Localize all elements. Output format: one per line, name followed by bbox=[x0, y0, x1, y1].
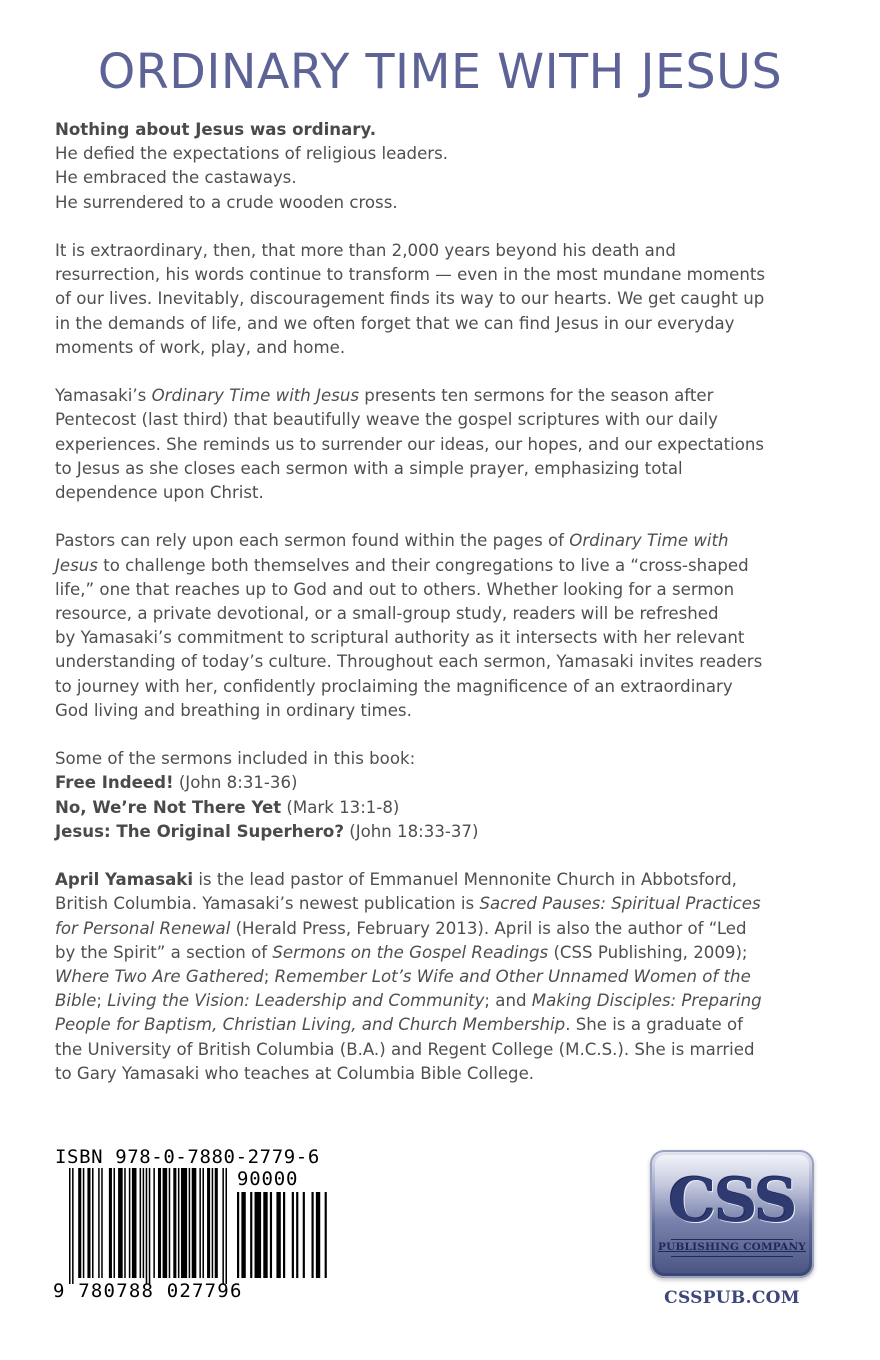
logo-letters: CSS bbox=[668, 1166, 796, 1236]
text-line: God living and breathing in ordinary times. bbox=[55, 700, 412, 720]
book-title: ORDINARY TIME WITH JESUS bbox=[97, 44, 783, 100]
text-line: resource, a private devotional, or a small-group study, readers will be refreshed bbox=[55, 604, 719, 624]
logo-subtitle: PUBLISHING COMPANY bbox=[658, 1241, 806, 1253]
paragraph-extraordinary bbox=[55, 239, 835, 360]
author-bio bbox=[55, 868, 835, 1086]
text-line: Yamasaki’s Ordinary Time with Jesus presents ten sermons for the season after bbox=[55, 386, 714, 406]
ean-barcode-bars bbox=[69, 1168, 227, 1284]
author-name: April Yamasaki bbox=[55, 870, 194, 890]
sermon-item: Free Indeed! (John 8:31-36) bbox=[55, 773, 298, 793]
price-addon-number: 90000 bbox=[237, 1168, 299, 1190]
intro-line: He surrendered to a crude wooden cross. bbox=[55, 192, 398, 212]
sermon-item: Jesus: The Original Superhero? (John 18:33-37) bbox=[55, 821, 479, 841]
back-cover-text bbox=[55, 118, 835, 1110]
css-publishing-logo bbox=[650, 1150, 814, 1278]
text-line: Pastors can rely upon each sermon found within the pages of Ordinary Time with bbox=[55, 531, 729, 551]
publisher-url: CSSPUB.COM bbox=[664, 1288, 800, 1308]
sermon-list-intro: Some of the sermons included in this book: bbox=[55, 749, 416, 769]
text-line: to journey with her, confidently proclaiming the magnificence of an extraordinary bbox=[55, 676, 733, 696]
text-line: Bible; Living the Vision: Leadership and Community; and Making Disciples: Preparing bbox=[55, 991, 762, 1011]
text-line: life,” one that reaches up to God and out to others. Whether looking for a sermon bbox=[55, 579, 735, 599]
text-line: dependence upon Christ. bbox=[55, 483, 264, 503]
paragraph-description bbox=[55, 384, 835, 505]
isbn-number: ISBN 978-0-7880-2779-6 bbox=[55, 1146, 320, 1168]
text-line: Where Two Are Gathered; Remember Lot’s Wife and Other Unnamed Women of the bbox=[55, 967, 751, 987]
addon-barcode-bars bbox=[237, 1192, 329, 1284]
text-line: by Yamasaki’s commitment to scriptural authority as it intersects with her relevant bbox=[55, 628, 745, 648]
sermon-list bbox=[55, 747, 835, 844]
ean-number: 9 780788 027796 bbox=[53, 1280, 243, 1302]
text-line: for Personal Renewal (Herald Press, February 2013). April is also the author of “Led bbox=[55, 918, 747, 938]
text-line: April Yamasaki is the lead pastor of Emmanuel Mennonite Church in Abbotsford, bbox=[55, 870, 737, 890]
text-line: British Columbia. Yamasaki’s newest publication is Sacred Pauses: Spiritual Practices bbox=[55, 894, 761, 914]
text-line: Jesus to challenge both themselves and their congregations to live a “cross-shaped bbox=[55, 555, 749, 575]
text-line: to Gary Yamasaki who teaches at Columbia Bible College. bbox=[55, 1063, 535, 1083]
text-line: by the Spirit” a section of Sermons on the Gospel Readings (CSS Publishing, 2009); bbox=[55, 942, 748, 962]
text-line: resurrection, his words continue to transform — even in the most mundane moments bbox=[55, 265, 766, 285]
sermon-item: No, We’re Not There Yet (Mark 13:1-8) bbox=[55, 797, 400, 817]
intro-line: He embraced the castaways. bbox=[55, 168, 297, 188]
paragraph-pastors bbox=[55, 529, 835, 723]
text-line: Pentecost (last third) that beautifully weave the gospel scriptures with our daily bbox=[55, 410, 718, 430]
paragraph-intro bbox=[55, 118, 835, 215]
intro-line: He defied the expectations of religious leaders. bbox=[55, 144, 449, 164]
text-line: moments of work, play, and home. bbox=[55, 337, 346, 357]
intro-bold-line: Nothing about Jesus was ordinary. bbox=[55, 120, 377, 139]
text-line: People for Baptism, Christian Living, and Church Membership. She is a graduate of bbox=[55, 1015, 743, 1035]
text-line: in the demands of life, and we often forget that we can find Jesus in our everyday bbox=[55, 313, 735, 333]
text-line: the University of British Columbia (B.A.) and Regent College (M.C.S.). She is married bbox=[55, 1039, 755, 1059]
text-line: It is extraordinary, then, that more than 2,000 years beyond his death and bbox=[55, 241, 676, 260]
text-line: of our lives. Inevitably, discouragement finds its way to our hearts. We get caught up bbox=[55, 289, 765, 309]
text-line: to Jesus as she closes each sermon with a simple prayer, emphasizing total bbox=[55, 458, 683, 478]
isbn-barcode bbox=[55, 1146, 335, 1306]
text-line: experiences. She reminds us to surrender our ideas, our hopes, and our expectations bbox=[55, 434, 765, 454]
text-line: understanding of today’s culture. Throughout each sermon, Yamasaki invites readers bbox=[55, 652, 763, 672]
